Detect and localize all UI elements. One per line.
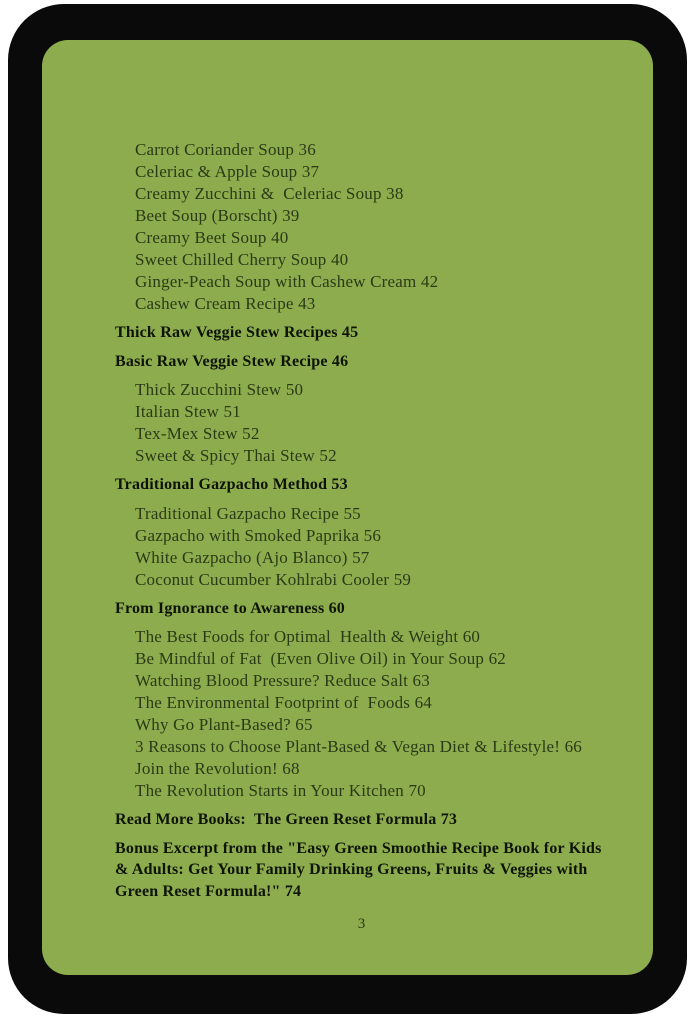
toc-entry[interactable]: Creamy Beet Soup 40 [135, 228, 289, 247]
toc-entry[interactable]: Be Mindful of Fat (Even Olive Oil) in Your Soup 62 [135, 649, 506, 668]
toc-heading[interactable]: Basic Raw Veggie Stew Recipe 46 [115, 352, 349, 370]
toc-entry-group [115, 139, 608, 315]
toc-heading[interactable]: Traditional Gazpacho Method 53 [115, 476, 348, 493]
toc-entry[interactable]: Coconut Cucumber Kohlrabi Cooler 59 [135, 569, 412, 589]
toc-entry[interactable]: 3 Reasons to Choose Plant-Based & Vegan Diet & Lifestyle! 66 [135, 737, 583, 756]
toc-entry[interactable]: Beet Soup (Borscht) 39 [135, 206, 300, 225]
toc-entry[interactable]: The Best Foods for Optimal Health & Weight 60 [135, 627, 481, 646]
book-page[interactable] [42, 40, 653, 975]
toc-entry-group [115, 379, 608, 467]
toc-heading[interactable]: From Ignorance to Awareness 60 [115, 599, 345, 617]
toc-entry[interactable]: Thick Zucchini Stew 50 [135, 380, 304, 399]
toc-entry[interactable]: Celeriac & Apple Soup 37 [135, 162, 320, 181]
toc-entry[interactable]: Gazpacho with Smoked Paprika 56 [135, 525, 382, 545]
toc-entry[interactable]: Carrot Coriander Soup 36 [135, 140, 316, 159]
toc-entry-group [115, 626, 608, 802]
toc-block-list [115, 139, 608, 902]
toc-entry[interactable]: Creamy Zucchini & Celeriac Soup 38 [135, 184, 404, 203]
toc-entry[interactable]: Cashew Cream Recipe 43 [135, 294, 316, 313]
toc-entry[interactable]: Watching Blood Pressure? Reduce Salt 63 [135, 671, 430, 690]
toc-entry[interactable]: The Revolution Starts in Your Kitchen 70 [135, 781, 426, 800]
toc-entry[interactable]: Italian Stew 51 [135, 402, 241, 421]
toc-entry[interactable]: Why Go Plant-Based? 65 [135, 715, 313, 734]
table-of-contents [42, 40, 653, 933]
toc-entry[interactable]: Sweet & Spicy Thai Stew 52 [135, 446, 337, 465]
toc-heading[interactable]: Read More Books: The Green Reset Formula 73 [115, 811, 458, 828]
toc-heading[interactable]: Bonus Excerpt from the "Easy Green Smoothie Recipe Book for Kids & Adults: Get Your Family Drinking Greens, Fruits & Veggies with Green Reset Formula!" 74 [115, 839, 606, 900]
ereader-frame [8, 4, 687, 1014]
toc-entry[interactable]: Join the Revolution! 68 [135, 759, 300, 778]
toc-entry[interactable]: Sweet Chilled Cherry Soup 40 [135, 250, 349, 269]
toc-entry[interactable]: Ginger-Peach Soup with Cashew Cream 42 [135, 272, 439, 291]
page-number: 3 [357, 916, 366, 932]
toc-entry[interactable]: Tex-Mex Stew 52 [135, 424, 260, 443]
toc-heading[interactable]: Thick Raw Veggie Stew Recipes 45 [115, 324, 359, 341]
toc-entry[interactable]: White Gazpacho (Ajo Blanco) 57 [135, 547, 370, 567]
toc-entry[interactable]: The Environmental Footprint of Foods 64 [135, 693, 432, 712]
toc-entry[interactable]: Traditional Gazpacho Recipe 55 [135, 503, 361, 523]
toc-entry-group [115, 503, 608, 591]
